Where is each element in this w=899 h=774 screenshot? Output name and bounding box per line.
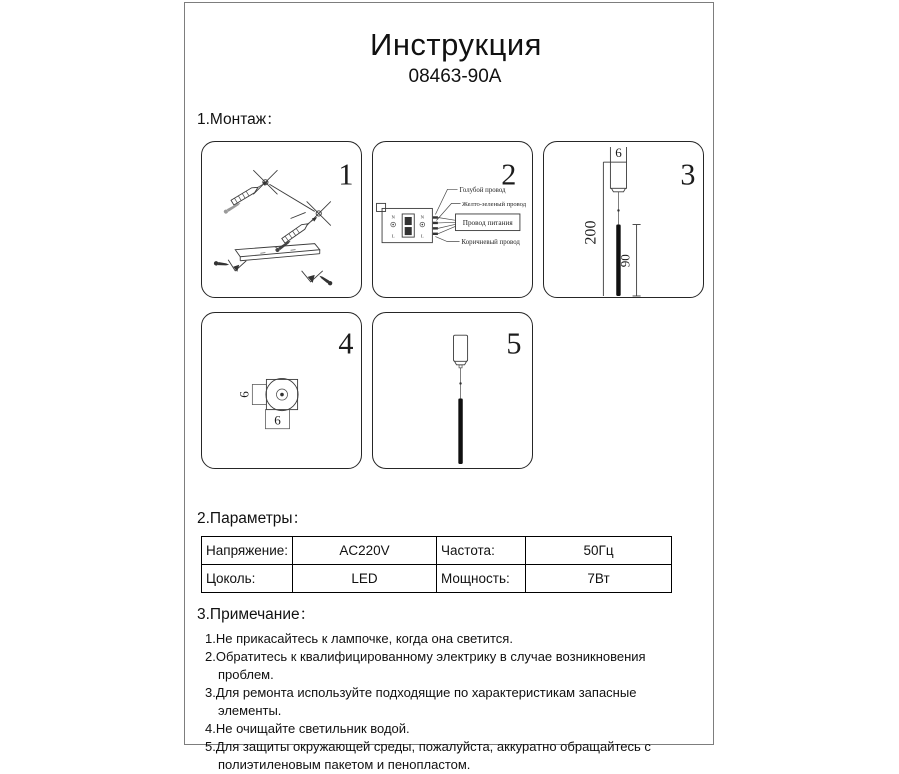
diagram-panel-1: [201, 141, 362, 298]
dim-total-label: 200: [582, 220, 600, 245]
terminal-mark-l-left: L: [391, 233, 395, 239]
diagram-panel-5: [372, 312, 533, 469]
panel-number: 1: [338, 157, 354, 192]
note-item: 2.Обратитесь к квалифицированному электрику в случае возникновения проблем.: [205, 649, 646, 682]
param-label: Цоколь:: [202, 565, 293, 593]
table-row: [202, 537, 672, 565]
param-value: LED: [293, 565, 437, 593]
wiring-diagram: [373, 142, 532, 297]
dim-tube-label: 90: [617, 254, 633, 268]
power-wire-label: Провод питания: [462, 219, 513, 228]
notes-list: [205, 630, 687, 774]
table-row: [202, 565, 672, 593]
assembled-lamp-diagram: [373, 313, 532, 468]
note-item: 5.Для защиты окружающей среды, пожалуйста, аккуратно обращайтесь с полиэтиленовым пакетом и пенопластом.: [205, 739, 651, 772]
dim-width-label: 6: [274, 412, 281, 428]
yellow-green-wire-label: Желто-зеленый провод: [462, 200, 527, 208]
wall-anchor-lower: [282, 215, 319, 243]
panel-number: 4: [338, 326, 354, 361]
diagram-panel-4: [201, 312, 362, 469]
instruction-page: [184, 2, 714, 772]
note-item: 3.Для ремонта используйте подходящие по характеристикам запасные элементы.: [205, 685, 637, 718]
section-heading-montage: 1.Монтаж：: [197, 111, 282, 128]
mounting-diagram: [202, 142, 361, 297]
blue-wire-label: Голубой провод: [459, 186, 506, 194]
canopy-view-diagram: [202, 313, 361, 468]
panel-number: 2: [501, 157, 517, 192]
terminal-mark-n-left: N: [391, 214, 395, 220]
dim-diameter-label: 6: [615, 145, 622, 161]
brown-wire-label: Коричневый провод: [461, 239, 520, 247]
bracket-screw-right: [318, 274, 333, 286]
diagram-panel-2: [372, 141, 533, 298]
note-item: 1.Не прикасайтесь к лампочке, когда она светится.: [205, 631, 513, 646]
model-number: 08463-90A: [408, 66, 502, 87]
param-value: AC220V: [293, 537, 437, 565]
param-value: 50Гц: [526, 537, 672, 565]
panel-number: 5: [506, 326, 522, 361]
terminal-mark-l-right: L: [420, 233, 424, 239]
section-heading-params: 2.Параметры：: [197, 510, 309, 527]
panel-number: 3: [680, 157, 696, 192]
page-title: Инструкция: [370, 27, 542, 62]
bracket-screw-left: [214, 261, 230, 267]
wall-anchor-upper: [231, 179, 269, 205]
dim-height-label: 6: [236, 391, 252, 398]
terminal-mark-n-right: N: [420, 214, 424, 220]
mounting-bracket: [228, 244, 323, 283]
note-item: 4.Не очищайте светильник водой.: [205, 721, 410, 736]
diagram-panel-3: [543, 141, 704, 298]
param-label: Напряжение:: [202, 537, 293, 565]
param-label: Мощность:: [437, 565, 526, 593]
parameters-table: [201, 536, 672, 593]
section-heading-notes: 3.Примечание：: [197, 606, 316, 623]
param-value: 7Вт: [526, 565, 672, 593]
param-label: Частота:: [437, 537, 526, 565]
dimensions-diagram: [544, 142, 703, 297]
